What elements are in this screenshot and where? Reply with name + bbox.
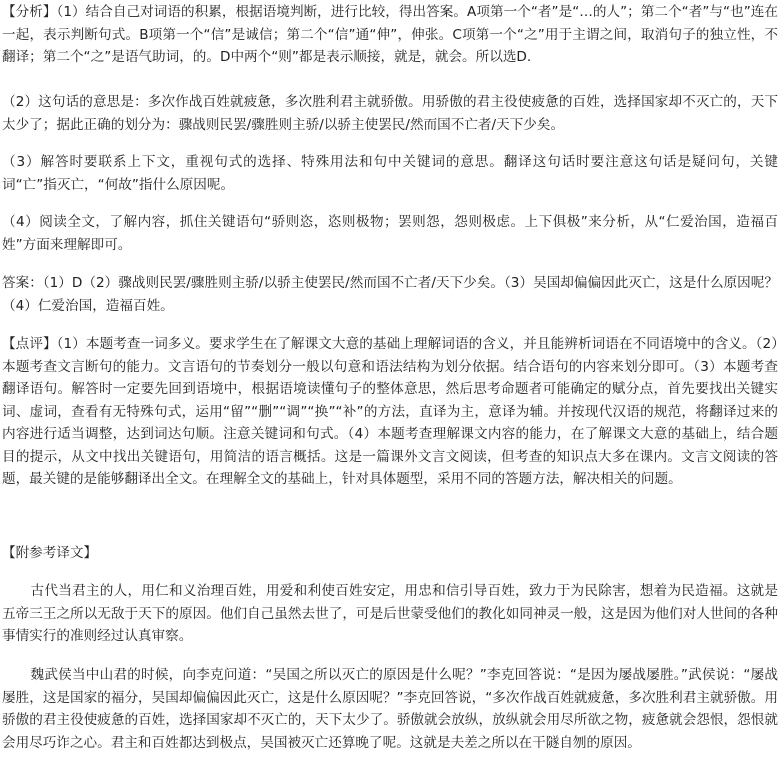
analysis-paragraph-3: （3）解答时要联系上下文，重视句式的选择、特殊用法和句中关键词的意思。翻译这句话时要注意这句话是疑问句，关键词“亡”指灭亡，“何故”指什么原因呢。 xyxy=(2,154,778,193)
analysis-paragraph-1 xyxy=(0,1,780,69)
analysis-tag: 【分析】 xyxy=(2,4,57,20)
comment-text: （1）本题考查一词多义。要求学生在了解课文大意的基础上理解词语的含义，并且能辨析词语在不同语境中的含义。（2）本题考查文言断句的能力。文言语句的节奏划分一般以句意和语法结构为划分依据。结合语句的内容来划分即可。（3）本题考查翻译语句。解答时一定要先回到语境中，根据语境读懂句子的整体意思，然后思考命题者可能确定的赋分点，首先要找出关键实词、虚词，查看有无特殊句式，运用“留”“删”“调”“换”“补”的方法，直译为主，意译为辅。并按现代汉语的规范，将翻译过来的内容进行适当调整，达到词达句顺。注意关键词和句式。（4）本题考查理解课文内容的能力，在了解课文大意的基础上，结合题目的提示，从文中找出关键语句，用简洁的语言概括。这是一篇课外文言文阅读，但考查的知识点大多在课内。文言文阅读的答题，最关键的是能够翻译出全文。在理解全文的基础上，针对具体题型，采用不同的答题方法，解决相关的问题。 xyxy=(2,336,778,487)
analysis-paragraph-4: （4）阅读全文，了解内容，抓住关键语句“骄则恣，恣则极物；罢则怨，怨则极虑。上下俱极”来分析，从“仁爱治国，造福百姓”方面来理解即可。 xyxy=(2,214,778,253)
analysis-text-1: （1）结合自己对词语的积累，根据语境判断，进行比较，得出答案。A项第一个“者”是“…的人”；第二个“者”与“也”连在一起，表示判断句式。B项第一个“信”是诚信；第二个“信”通“伸”，伸张。C项第一个“之”用于主谓之间，取消句子的独立性，不翻译；第二个“之”是语气助词，的。D中两个“则”都是表示顺接，就是，就会。所以选D. xyxy=(2,4,779,65)
comment-tag: 【点评】 xyxy=(2,336,57,352)
analysis-paragraph-2: （2）这句话的意思是：多次作战百姓就疲惫，多次胜利君主就骄傲。用骄傲的君主役使疲惫的百姓，选择国家却不灭亡的，天下太少了；据此正确的划分为：骤战则民罢/骤胜则主骄/以骄主使罢民/然而国不亡者/天下少矣。 xyxy=(2,94,778,133)
answer-paragraph: 答案：（1）D（2）骤战则民罢/骤胜则主骄/以骄主使罢民/然而国不亡者/天下少矣。（3）吴国却偏偏因此灭亡，这是什么原因呢？（4）仁爱治国，造福百姓。 xyxy=(2,275,778,314)
translation-heading: 【附参考译文】 xyxy=(2,545,98,561)
comment-paragraph xyxy=(0,333,780,491)
translation-paragraph-2: 魏武侯当中山君的时候，向李克问道：“吴国之所以灭亡的原因是什么呢？”李克回答说：“是因为屡战屡胜。”武侯说：“屡战屡胜，这是国家的福分，吴国却偏偏因此灭亡，这是什么原因呢？”李克回答说，“多次作战百姓就疲惫，多次胜利君主就骄傲。用骄傲的君主役使疲惫的百姓，选择国家却不灭亡的，天下太少了。骄傲就会放纵，放纵就会用尽所欲之物，疲惫就会怨恨，怨恨就会用尽巧诈之心。君主和百姓都达到极点，吴国被灭亡还算晚了呢。这就是夫差之所以在干隧自刎的原因。 xyxy=(2,667,778,751)
translation-paragraph-1: 古代当君主的人，用仁和义治理百姓，用爱和利使百姓安定，用忠和信引导百姓，致力于为民除害，想着为民造福。这就是五帝三王之所以无敌于天下的原因。他们自己虽然去世了，可是后世蒙受他们的教化如同神灵一般，这是因为他们对人世间的各种事情实行的准则经过认真审察。 xyxy=(2,583,778,644)
